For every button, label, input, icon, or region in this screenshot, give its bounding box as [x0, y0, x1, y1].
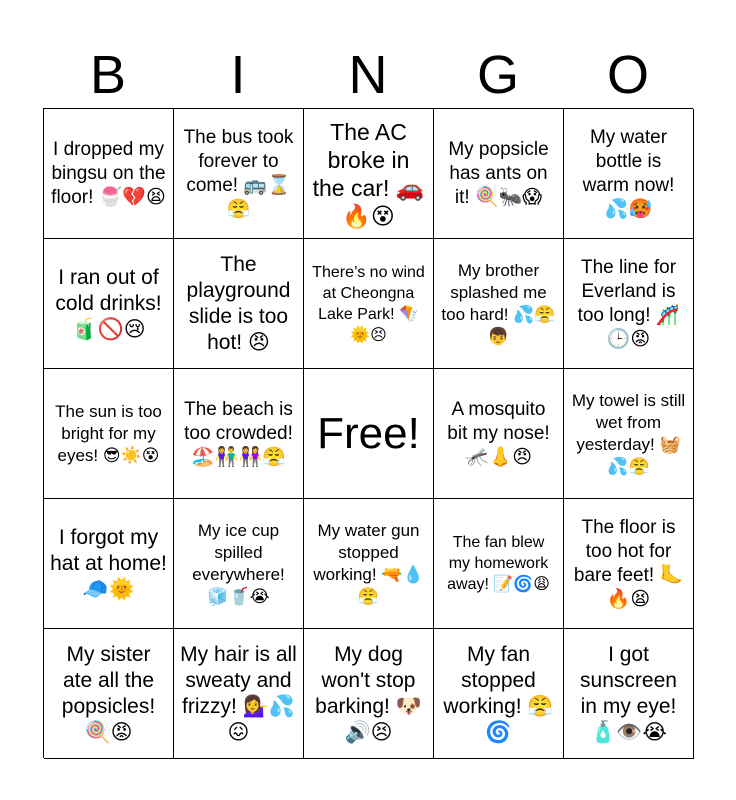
bingo-cell[interactable] [304, 629, 434, 759]
cell-text: There’s no wind at Cheongna Lake Park! 🪁🌞😣 [312, 263, 425, 344]
bingo-cell[interactable] [304, 499, 434, 629]
bingo-cell[interactable] [434, 499, 564, 629]
bingo-cell[interactable] [174, 629, 304, 759]
cell-text: My ice cup spilled everywhere! 🧊🥤😭 [192, 520, 285, 606]
bingo-header [43, 44, 693, 106]
cell-text: I got sunscreen in my eye! 🧴👁️😭 [580, 642, 677, 744]
cell-text: A mosquito bit my nose! 🦟👃😠 [447, 398, 550, 468]
bingo-board [43, 108, 693, 758]
bingo-cell[interactable] [564, 499, 694, 629]
cell-text: The sun is too bright for my eyes! 😎☀️😵 [55, 401, 162, 465]
bingo-cell[interactable] [44, 629, 174, 759]
cell-text: My popsicle has ants on it! 🍭🐜😱 [448, 138, 549, 208]
bingo-cell[interactable] [564, 369, 694, 499]
header-letter-g: G [476, 45, 519, 105]
cell-text: My dog won't stop barking! 🐶🔊😣 [315, 642, 422, 744]
bingo-cell[interactable] [174, 499, 304, 629]
cell-text: The line for Everland is too long! 🎢🕒😡 [577, 256, 680, 350]
cell-text: I forgot my hat at home! 🧢🌞 [50, 525, 167, 601]
bingo-cell[interactable] [434, 239, 564, 369]
bingo-cell[interactable] [174, 369, 304, 499]
bingo-cell[interactable] [434, 629, 564, 759]
cell-text: My towel is still wet from yesterday! 🧺💦😤 [571, 390, 686, 476]
bingo-cell[interactable] [174, 239, 304, 369]
bingo-cell[interactable] [564, 109, 694, 239]
bingo-cell[interactable] [44, 369, 174, 499]
bingo-cell[interactable] [564, 629, 694, 759]
cell-text: The floor is too hot for bare feet! 🦶🔥😫 [573, 516, 684, 610]
bingo-cell[interactable] [434, 369, 564, 499]
bingo-cell[interactable] [304, 239, 434, 369]
bingo-cell[interactable] [434, 109, 564, 239]
free-space-label: Free! [317, 408, 420, 458]
cell-text: My water gun stopped working! 🔫💧😤 [313, 520, 424, 606]
cell-text: My hair is all sweaty and frizzy! 💁‍♀️💦😖 [180, 642, 297, 744]
cell-text: My sister ate all the popsicles! 🍭😡 [61, 642, 156, 744]
header-letter-n: N [348, 45, 388, 105]
cell-text: My fan stopped working! 😤🌀 [443, 642, 554, 744]
bingo-cell[interactable] [564, 239, 694, 369]
cell-text: My water bottle is warm now! 💦🥵 [582, 126, 675, 220]
cell-text: The fan blew my homework away! 📝🌀😩 [447, 534, 550, 593]
cell-text: I dropped my bingsu on the floor! 🍧💔😫 [51, 138, 166, 208]
bingo-cell[interactable] [44, 499, 174, 629]
header-letter-b: B [89, 45, 127, 105]
cell-text: The bus took forever to come! 🚌⌛😤 [183, 126, 294, 220]
header-letter-i: I [230, 45, 246, 105]
bingo-cell[interactable] [44, 109, 174, 239]
cell-text: My brother splashed me too hard! 💦😤👦 [441, 260, 556, 346]
cell-text: The beach is too crowded! 🏖️👫👭😤 [184, 398, 293, 468]
cell-text: I ran out of cold drinks! 🧃🚫😢 [55, 265, 162, 341]
bingo-cell[interactable] [174, 109, 304, 239]
cell-text: The playground slide is too hot! 😠 [186, 252, 291, 354]
bingo-cell[interactable] [304, 109, 434, 239]
cell-text: The AC broke in the car! 🚗🔥😵 [312, 118, 425, 229]
bingo-cell[interactable] [44, 239, 174, 369]
header-letter-o: O [606, 45, 649, 105]
bingo-free-cell[interactable] [304, 369, 434, 499]
